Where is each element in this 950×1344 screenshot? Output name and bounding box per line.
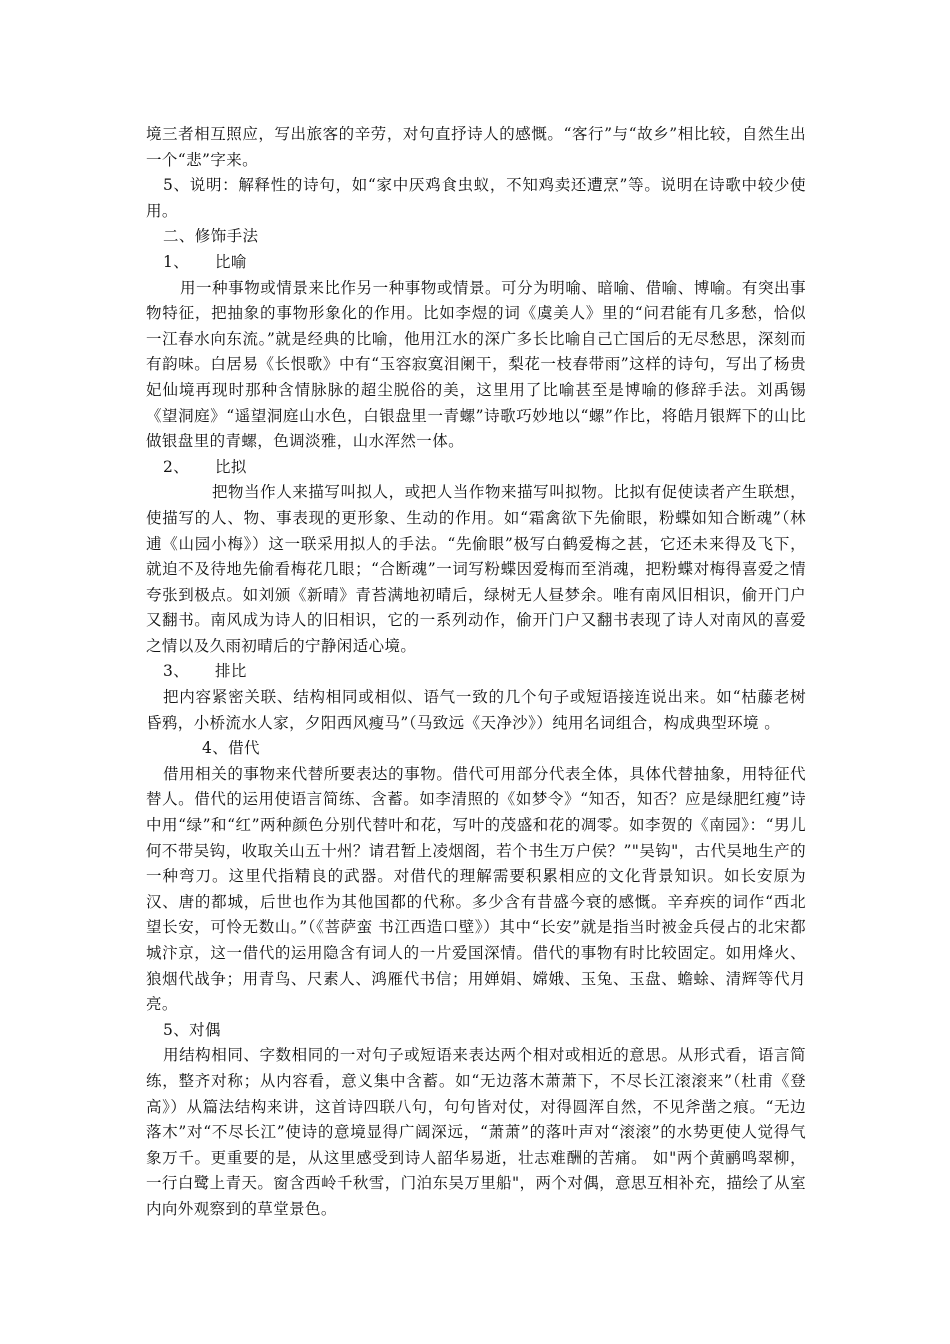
paragraph-metonymy: 借用相关的事物来代替所要表达的事物。借代可用部分代表全体，具体代替抽象，用特征代替人。借代的运用使语言简练、含蓄。如李清照的《如梦令》“知否，知否？应是绿肥红瘦”诗中用“绿”和“红”两种颜色分别代替叶和花，写叶的茂盛和花的凋零。如李贺的《南园》：“男儿何不带吴钩，收取关山五十州？请君暂上凌烟阁，若个书生万户侯？”"吴钩"，古代吴地生产的一种弯刀。这里代指精良的武器。对借代的理解需要积累相应的文化背景知识。如长安原为汉、唐的都城，后世也作为其他国都的代称。多少含有昔盛今衰的感慨。辛弃疾的词作“西北望长安，可怜无数山。”（《菩萨蛮 书江西造口壁》）其中“长安”就是指当时被金兵侵占的北宋都城汴京，这一借代的运用隐含有词人的一片爱国深情。借代的事物有时比较固定。如用烽火、狼烟代战争；用青鸟、尺素人、鸿雁代书信；用婵娟、嫦娥、玉兔、玉盘、蟾蜍、清辉等代月亮。 bbox=[146, 764, 806, 1014]
subheading-parallelism bbox=[146, 659, 806, 685]
subheading-number: 1、 bbox=[163, 252, 190, 271]
subheading-title: 排比 bbox=[215, 662, 247, 681]
paragraph-antithesis: 用结构相同、字数相同的一对句子或短语来表达两个相对或相近的意思。从形式看，语言简练，整齐对称；从内容看，意义集中含蓄。如“无边落木萧萧下，不尽长江滚滚来”（杜甫《登高》）从篇法结构来讲，这首诗四联八句，句句皆对仗，对得圆浑自然，不见斧凿之痕。“无边落木”对“不尽长江”使诗的意境显得广阔深远，“萧萧”的落叶声对“滚滚”的水势更使人觉得气象万千。更重要的是，从这里感受到诗人韶华易逝，壮志难酬的苦痛。 如"两个黄鹂鸣翠柳，一行白鹭上青天。窗含西岭千秋雪，门泊东吴万里船"，两个对偶，意思互相补充，描绘了从室内向外观察到的草堂景色。 bbox=[146, 1046, 806, 1218]
subheading-metonymy: 4、借代 bbox=[202, 739, 260, 758]
subheading-personification bbox=[146, 455, 806, 481]
section-heading-rhetoric: 二、修饰手法 bbox=[163, 227, 259, 246]
document-page bbox=[146, 122, 806, 1223]
subheading-title: 比喻 bbox=[215, 252, 247, 271]
subheading-number: 3、 bbox=[163, 662, 190, 681]
subheading-antithesis: 5、对偶 bbox=[163, 1020, 221, 1039]
paragraph-intro: 境三者相互照应，写出旅客的辛劳，对句直抒诗人的感慨。“客行”与“故乡”相比较，自然生出一个“悲”字来。 bbox=[146, 125, 806, 169]
subheading-number: 2、 bbox=[163, 457, 190, 476]
paragraph-metaphor: 用一种事物或情景来比作另一种事物或情景。可分为明喻、暗喻、借喻、博喻。有突出事物特征，把抽象的事物形象化的作用。比如李煜的词《虞美人》里的“问君能有几多愁，恰似一江春水向东流。”就是经典的比喻，他用江水的深广多长比喻自己亡国后的无尽愁思，深刻而有韵味。白居易《长恨歌》中有“玉容寂寞泪阑干，梨花一枝春带雨”这样的诗句，写出了杨贵妃仙境再现时那种含情脉脉的超尘脱俗的美，这里用了比喻甚至是博喻的修辞手法。刘禹锡《望洞庭》“遥望洞庭山水色，白银盘里一青螺”诗歌巧妙地以“螺”作比，将皓月银辉下的山比做银盘里的青螺，色调淡雅，山水浑然一体。 bbox=[146, 278, 806, 451]
paragraph-explanation: 5、说明：解释性的诗句，如“家中厌鸡食虫蚁，不知鸡卖还遭烹”等。说明在诗歌中较少使用。 bbox=[146, 176, 806, 220]
subheading-title: 比拟 bbox=[215, 457, 247, 476]
paragraph-personification: 把物当作人来描写叫拟人，或把人当作物来描写叫拟物。比拟有促使读者产生联想，使描写的人、物、事表现的更形象、生动的作用。如“霜禽欲下先偷眼，粉蝶如知合断魂”（林逋《山园小梅》）这一联采用拟人的手法。“先偷眼”极写白鹤爱梅之甚，它还未来得及飞下，就迫不及待地先偷看梅花几眼；“合断魂”一词写粉蝶因爱梅而至消魂，把粉蝶对梅得喜爱之情夸张到极点。如刘颁《新晴》青苔满地初晴后，绿树无人昼梦余。唯有南风旧相识，偷开门户又翻书。南风成为诗人的旧相识，它的一系列动作，偷开门户又翻书表现了诗人对南风的喜爱之情以及久雨初晴后的宁静闲适心境。 bbox=[146, 483, 806, 655]
paragraph-parallelism: 把内容紧密关联、结构相同或相似、语气一致的几个句子或短语接连说出来。如“枯藤老树昏鸦，小桥流水人家，夕阳西风瘦马”（马致远《天净沙》）纯用名词组合，构成典型环境 。 bbox=[146, 688, 806, 732]
subheading-metaphor bbox=[146, 250, 806, 276]
